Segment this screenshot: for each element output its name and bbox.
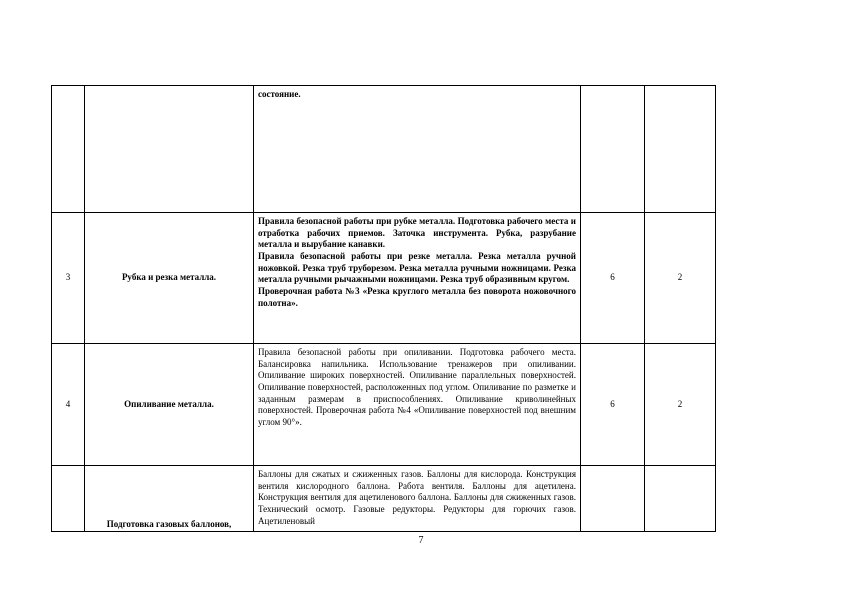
page-number: 7 bbox=[418, 535, 424, 546]
topic-cell: Рубка и резка металла. bbox=[85, 213, 254, 344]
extra-hours-cell bbox=[645, 466, 716, 532]
content-line: Проверочная работа №3 «Резка круглого металла без поворота ножовочного полотна». bbox=[258, 286, 576, 308]
row-number-cell: 3 bbox=[52, 213, 85, 344]
content-line: Баллоны для сжатых и сжиженных газов. Баллоны для кислорода. Конструкция вентиля кислородного баллона. Работа вентиля. Баллоны для ацетилена. Конструкция вентиля для ацетиленового баллона. Баллоны для сжиженных газов. Технический осмотр. Газовые редукторы. Редукторы для горючих газов. Ацетиленовый bbox=[258, 469, 576, 526]
content-line: состояние. bbox=[258, 89, 301, 99]
hours-cell bbox=[581, 466, 645, 532]
extra-hours-cell: 2 bbox=[645, 344, 716, 466]
content-cell bbox=[254, 86, 581, 213]
hours-cell bbox=[581, 86, 645, 213]
row-number-cell bbox=[52, 466, 85, 532]
row-number-cell: 4 bbox=[52, 344, 85, 466]
topic-cell bbox=[85, 86, 254, 213]
curriculum-table bbox=[51, 85, 716, 532]
content-cell bbox=[254, 466, 581, 532]
content-cell bbox=[254, 213, 581, 344]
table-row bbox=[52, 466, 716, 532]
content-line: Правила безопасной работы при опиливании. Подготовка рабочего места. Балансировка напильника. Использование тренажеров при опиливании. Опиливание широких поверхностей. Опиливание параллельных поверхностей. Опиливание поверхностей, расположенных под углом. Опиливание по разметке и заданным размерам в приспособлениях. Опиливание криволинейных поверхностей. Проверочная работа №4 «Опиливание поверхностей под внешним углом 90°». bbox=[258, 347, 576, 428]
content-line: Правила безопасной работы при резке металла. Резка металла ручной ножовкой. Резка труб труборезом. Резка металла ручными ножницами. Резка металла ручными рычажными ножницами. Резка труб образивным кругом. bbox=[258, 251, 576, 285]
hours-cell: 6 bbox=[581, 344, 645, 466]
extra-hours-cell: 2 bbox=[645, 213, 716, 344]
hours-cell: 6 bbox=[581, 213, 645, 344]
content-cell bbox=[254, 344, 581, 466]
topic-cell: Подготовка газовых баллонов, bbox=[85, 466, 254, 532]
extra-hours-cell bbox=[645, 86, 716, 213]
table-row bbox=[52, 344, 716, 466]
table-row bbox=[52, 86, 716, 213]
table-row bbox=[52, 213, 716, 344]
content-line: Правила безопасной работы при рубке металла. Подготовка рабочего места и отработка рабочих приемов. Заточка инструмента. Рубка, разрубание металла и вырубание канавки. bbox=[258, 216, 576, 250]
row-number-cell bbox=[52, 86, 85, 213]
topic-cell: Опиливание металла. bbox=[85, 344, 254, 466]
